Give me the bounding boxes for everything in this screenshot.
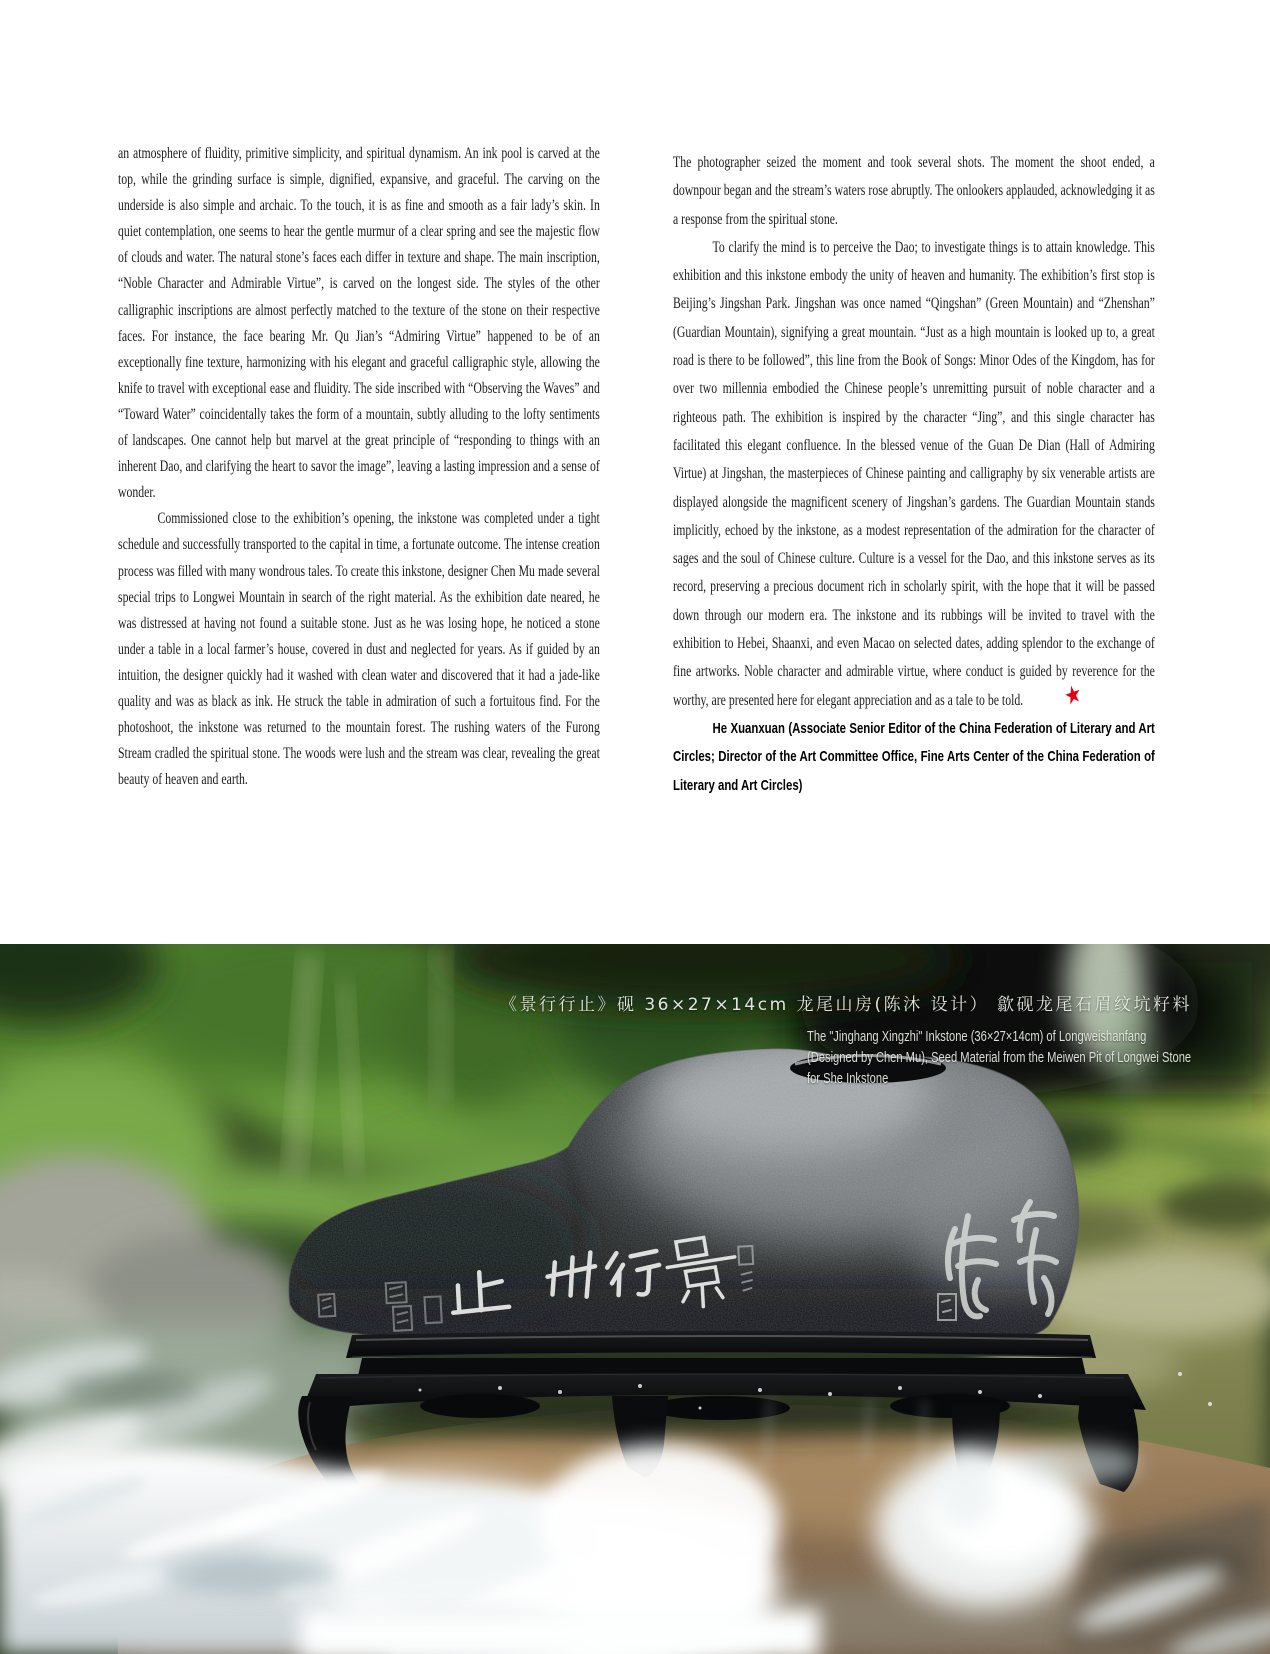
inkstone-photo — [0, 944, 1270, 1654]
caption-english: The "Jinghang Xingzhi" Inkstone (36×27×14cm) of Longweishanfang (Designed by Chen Mu), Seed Material from the Meiwen Pit of Longwei Stone for She Inkstone — [807, 1029, 1192, 1087]
body-paragraph: Commissioned close to the exhibition’s opening, the inkstone was completed under a tight schedule and successfully transported to the capital in time, a fortunate outcome. The intense creation process was filled with many wondrous tales. To create this inkstone, designer Chen Mu made several special trips to Longwei Mountain in search of the right material. As the exhibition date neared, he was distressed at having not found a suitable stone. Just as he was losing hope, he noticed a stone under a table in a local farmer’s house, covered in dust and neglected for years. As if guided by an intuition, the designer quickly had it washed with clean water and discovered that it had a jade-like quality and was as black as ink. He struck the table in admiration of such a fortuitous find. For the photoshoot, the inkstone was returned to the mountain forest. The rushing waters of the Furong Stream cradled the spiritual stone. The woods were lush and the stream was clear, revealing the great beauty of heaven and earth. — [118, 510, 600, 789]
photo-caption — [500, 990, 1192, 1090]
body-paragraph — [673, 234, 1155, 715]
body-paragraph: an atmosphere of fluidity, primitive simplicity, and spiritual dynamism. An ink pool is carved at the top, while the grinding surface is simple, dignified, expansive, and graceful. The carving on the underside is also simple and archaic. To the touch, it is as fine and smooth as a fair lady’s skin. In quiet contemplation, one seems to hear the gentle murmur of a clear spring and see the majestic flow of clouds and water. The natural stone’s faces each differ in texture and shape. The main inscription, “Noble Character and Admirable Virtue”, is carved on the longest side. The styles of the other calligraphic inscriptions are almost perfectly matched to the texture of the stone on their respective faces. For instance, the face bearing Mr. Qu Jian’s “Admiring Virtue” happened to be of an exceptionally fine texture, harmonizing with his elegant and graceful calligraphic style, allowing the knife to travel with exceptional ease and fluidity. The side inscribed with “Observing the Waves” and “Toward Water” coincidentally takes the form of a mountain, subtly alluding to the lofty sentiments of landscapes. One cannot help but marvel at the great principle of “responding to things with an inherent Dao, and clarifying the heart to savor the image”, leaving a lasting impression and a sense of wonder. — [118, 145, 600, 502]
author-credit: He Xuanxuan (Associate Senior Editor of the China Federation of Literary and Art Circles; Director of the Art Committee Office, Fine Arts Center of the China Federation of Literary and Art Circles) — [673, 719, 1155, 794]
caption-chinese: 《景行行止》砚 36×27×14cm 龙尾山房(陈沐 设计） 歙砚龙尾石眉纹坑籽料 — [499, 995, 1192, 1015]
article-right-column — [673, 149, 1155, 800]
water-foam — [0, 1444, 1270, 1654]
red-star-icon: ★ — [1061, 677, 1084, 712]
paragraph-text: To clarify the mind is to perceive the Dao; to investigate things is to attain knowledge. This exhibition and this inkstone embody the unity of heaven and humanity. The exhibition’s first stop is Beijing’s Jingshan Park. Jingshan was once named “Qingshan” (Green Mountain) and “Zhenshan” (Guardian Mountain), signifying a great mountain. “Just as a high mountain is looked up to, a great road is there to be followed”, this line from the Book of Songs: Minor Odes of the Kingdom, has for over two millennia embodied the Chinese people’s unremitting pursuit of noble character and a righteous path. The exhibition is inspired by the character “Jing”, and this single character has facilitated this elegant confluence. In the blessed venue of the Guan De Dian (Hall of Admiring Virtue) at Jingshan, the masterpieces of Chinese painting and calligraphy by six venerable artists are displayed alongside the magnificent scenery of Jingshan’s gardens. The Guardian Mountain stands implicitly, echoed by the inkstone, as a modest representation of the admiration for the character of sages and the soul of Chinese culture. Culture is a vessel for the Dao, and this inkstone serves as its record, preserving a precious document rich in scholarly spirit, with the hope that it will be passed down through our modern era. The inkstone and its rubbings will be invited to travel with the exhibition to Hebei, Shaanxi, and even Macao on selected dates, adding splendor to the exchange of fine artworks. Noble character and admirable virtue, where conduct is guided by reverence for the worthy, are presented here for elegant appreciation and as a tale to be told. — [673, 238, 1155, 709]
body-paragraph: The photographer seized the moment and took several shots. The moment the shoot ended, a downpour began and the stream’s waters rose abruptly. The onlookers applauded, acknowledging it as a response from the spiritual stone. — [673, 154, 1155, 228]
article-left-column — [118, 141, 600, 793]
